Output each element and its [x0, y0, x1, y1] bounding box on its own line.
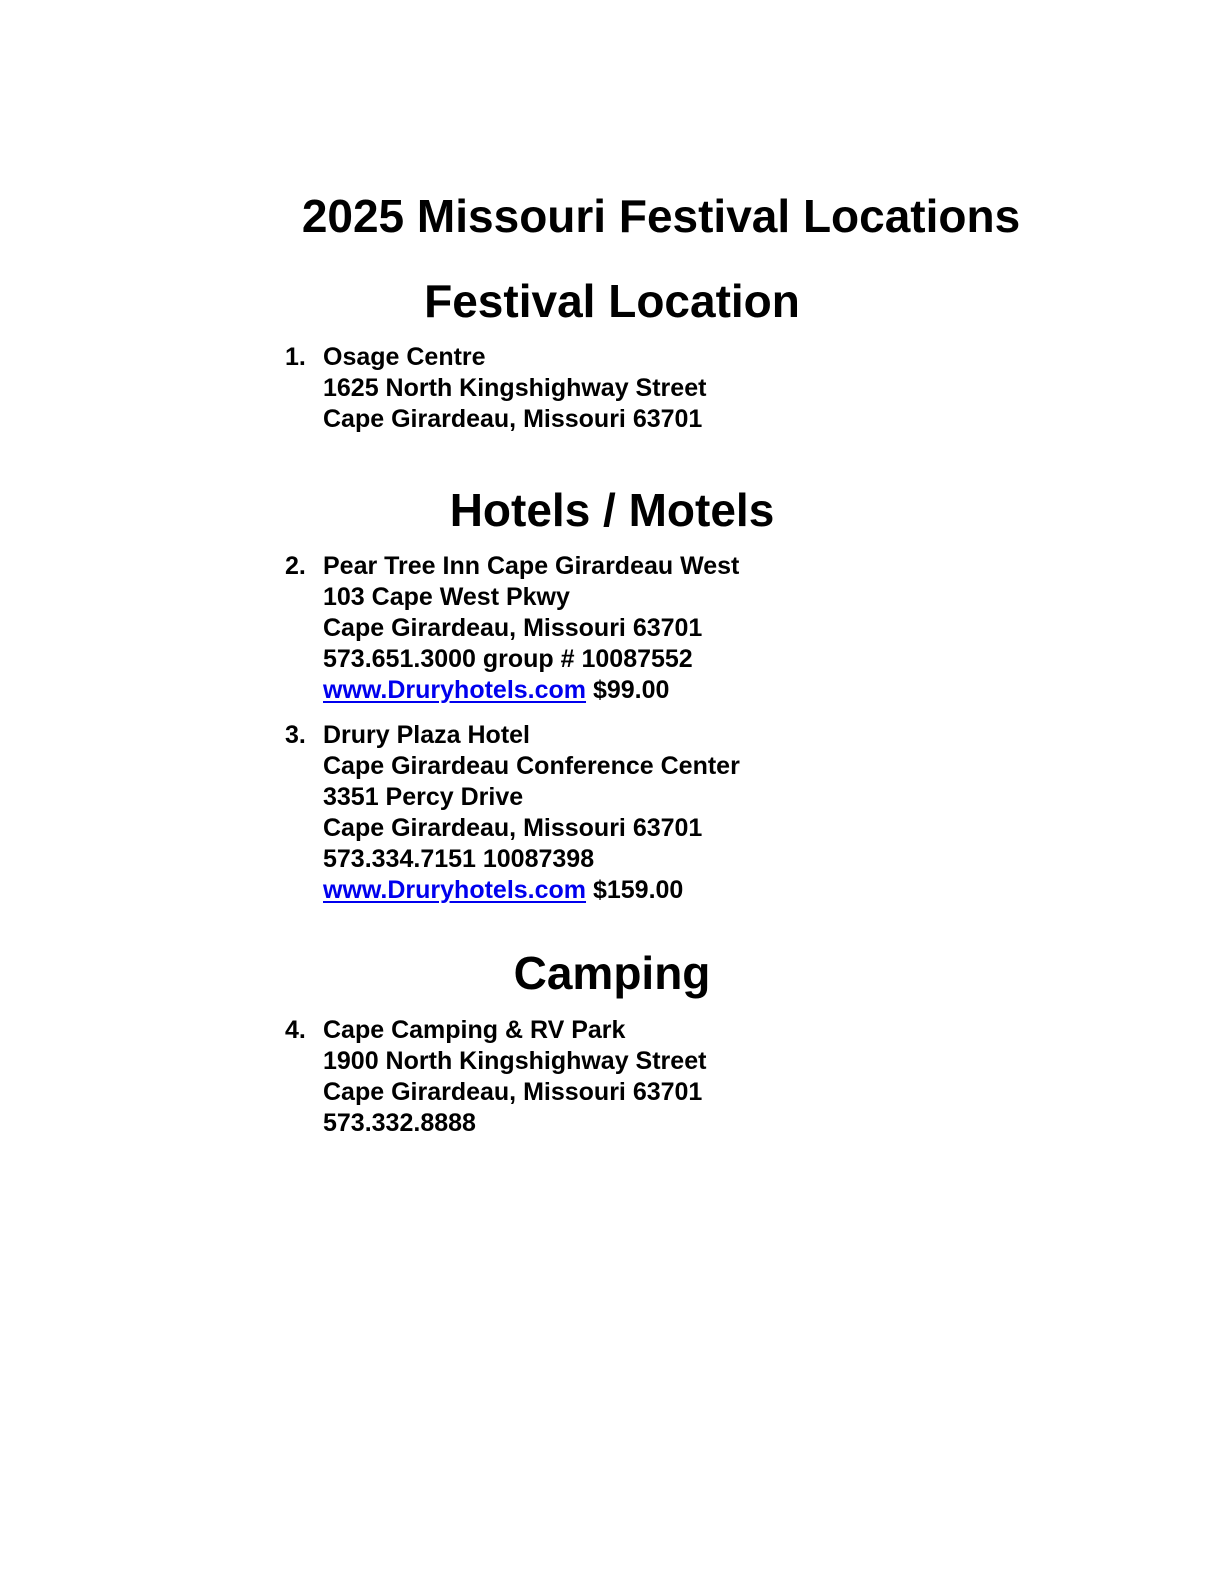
hotels-heading: Hotels / Motels [449, 484, 775, 536]
campground-address: 1900 North Kingshighway Street [323, 1047, 707, 1075]
hotel-city: Cape Girardeau, Missouri 63701 [323, 614, 703, 642]
campground-name: Cape Camping & RV Park [323, 1016, 626, 1044]
hotel-phone: 573.651.3000 group # 10087552 [323, 645, 693, 673]
venue-name: Osage Centre [323, 343, 486, 371]
list-number: 1. [285, 343, 306, 371]
hotel-website-link[interactable]: www.Druryhotels.com [323, 676, 587, 704]
camping-heading: Camping [513, 947, 711, 999]
hotel-price: $159.00 [592, 876, 684, 904]
hotel-price: $99.00 [592, 676, 670, 704]
list-number: 4. [285, 1016, 306, 1044]
venue-city: Cape Girardeau, Missouri 63701 [323, 405, 703, 433]
hotel-name: Drury Plaza Hotel [323, 721, 531, 749]
list-number: 3. [285, 721, 306, 749]
hotel-link-line [323, 675, 739, 706]
festival-location-heading: Festival Location [424, 275, 800, 327]
hotel-phone: 573.334.7151 10087398 [323, 845, 595, 873]
list-number: 2. [285, 552, 306, 580]
hotel-name: Pear Tree Inn Cape Girardeau West [323, 552, 740, 580]
hotel-website-link[interactable]: www.Druryhotels.com [323, 876, 587, 904]
hotel-city: Cape Girardeau, Missouri 63701 [323, 814, 703, 842]
campground-phone: 573.332.8888 [323, 1109, 476, 1137]
page-title: 2025 Missouri Festival Locations [301, 190, 1021, 242]
hotel-link-line [323, 875, 740, 906]
hotel-address: 103 Cape West Pkwy [323, 583, 570, 611]
campground-city: Cape Girardeau, Missouri 63701 [323, 1078, 703, 1106]
hotel-subname: Cape Girardeau Conference Center [323, 752, 740, 780]
hotel-address: 3351 Percy Drive [323, 783, 524, 811]
venue-address: 1625 North Kingshighway Street [323, 374, 707, 402]
